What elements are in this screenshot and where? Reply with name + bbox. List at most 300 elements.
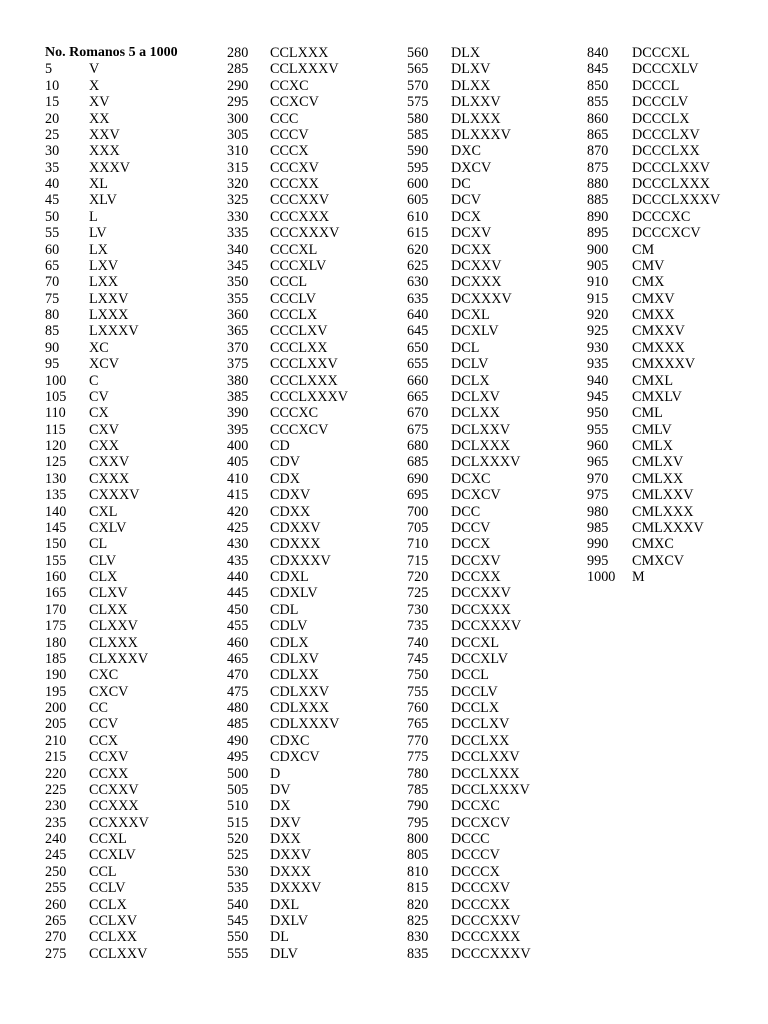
roman-numeral-cell: CMLX: [632, 438, 673, 454]
roman-numeral-cell: DCXXV: [451, 257, 502, 274]
number-cell: 560: [407, 45, 429, 61]
table-row: [45, 847, 178, 863]
number-cell: 965: [587, 454, 609, 471]
number-cell: 700: [407, 503, 429, 520]
number-cell: 870: [587, 143, 609, 160]
number-cell: 290: [227, 77, 249, 94]
roman-numeral-cell: DCLXV: [451, 388, 500, 405]
roman-numeral-cell: DCCCXV: [451, 880, 511, 897]
number-cell: 785: [407, 781, 429, 798]
number-cell: 305: [227, 126, 249, 143]
roman-numeral-cell: DCLV: [451, 356, 489, 373]
number-cell: 690: [407, 470, 429, 487]
table-row: [45, 487, 178, 503]
table-row: [45, 323, 178, 339]
roman-numeral-cell: DCLXXXV: [451, 454, 521, 471]
number-cell: 945: [587, 388, 609, 405]
roman-numeral-cell: DCCCXLV: [632, 61, 699, 78]
number-cell: 465: [227, 650, 249, 667]
number-cell: 135: [45, 487, 67, 504]
number-cell: 815: [407, 880, 429, 897]
number-cell: 75: [45, 290, 60, 307]
roman-numeral-cell: CLXXV: [89, 618, 138, 635]
number-cell: 530: [227, 863, 249, 880]
number-cell: 910: [587, 274, 609, 291]
roman-numeral-cell: XCV: [89, 356, 119, 373]
roman-numeral-cell: DCCCX: [451, 863, 500, 880]
roman-numeral-cell: DCCCLX: [632, 110, 690, 127]
roman-numeral-cell: CCCXL: [270, 241, 318, 258]
number-cell: 665: [407, 388, 429, 405]
roman-numeral-cell: DCCXCV: [451, 814, 511, 831]
roman-numeral-cell: CMXX: [632, 307, 675, 323]
roman-numeral-cell: CXLV: [89, 519, 127, 536]
roman-numeral-cell: DCCCXCV: [632, 225, 701, 242]
number-cell: 790: [407, 798, 429, 815]
number-cell: 280: [227, 45, 249, 61]
roman-numeral-cell: XL: [89, 176, 108, 192]
roman-numeral-cell: DCCCL: [632, 77, 680, 94]
roman-numeral-cell: LXXX: [89, 307, 129, 323]
roman-numeral-cell: DCC: [451, 503, 481, 520]
table-row: [45, 585, 178, 601]
number-cell: 360: [227, 307, 249, 323]
roman-numeral-cell: CCXV: [89, 749, 129, 766]
roman-numeral-cell: CDXCV: [270, 749, 320, 766]
roman-numeral-cell: XC: [89, 339, 109, 356]
roman-numeral-cell: DLX: [451, 45, 481, 61]
roman-numeral-cell: DCLXXX: [451, 438, 511, 454]
number-cell: 70: [45, 274, 60, 291]
roman-numeral-cell: DCXV: [451, 225, 492, 242]
roman-numeral-cell: CDLX: [270, 634, 309, 651]
number-cell: 645: [407, 323, 429, 340]
number-cell: 225: [45, 781, 67, 798]
number-cell: 920: [587, 307, 609, 323]
number-cell: 900: [587, 241, 609, 258]
table-row: [45, 111, 178, 127]
number-cell: 505: [227, 781, 249, 798]
number-cell: 745: [407, 650, 429, 667]
roman-numeral-cell: CCXXXV: [89, 814, 149, 831]
number-cell: 635: [407, 290, 429, 307]
number-cell: 570: [407, 77, 429, 94]
number-cell: 240: [45, 831, 67, 847]
table-row: [45, 340, 178, 356]
table-row: [45, 520, 178, 536]
number-cell: 590: [407, 143, 429, 160]
number-cell: 885: [587, 192, 609, 209]
roman-numeral-cell: XXV: [89, 126, 120, 143]
roman-numeral-cell: DCCV: [451, 519, 491, 536]
number-cell: 740: [407, 634, 429, 651]
number-cell: 255: [45, 880, 67, 897]
roman-numeral-cell: XXX: [89, 143, 120, 160]
number-cell: 730: [407, 601, 429, 618]
number-cell: 905: [587, 257, 609, 274]
number-cell: 625: [407, 257, 429, 274]
roman-numeral-cell: CCCXX: [270, 176, 319, 192]
number-cell: 340: [227, 241, 249, 258]
number-cell: 400: [227, 438, 249, 454]
table-row: [45, 94, 178, 110]
roman-numeral-cell: DCXCV: [451, 487, 501, 504]
roman-numeral-cell: CLXXXV: [89, 650, 149, 667]
number-cell: 970: [587, 470, 609, 487]
number-cell: 125: [45, 454, 67, 471]
number-cell: 930: [587, 339, 609, 356]
roman-numeral-cell: DCCCLXXV: [632, 159, 711, 176]
number-cell: 20: [45, 110, 60, 127]
number-cell: 25: [45, 126, 60, 143]
roman-numeral-cell: CXXXV: [89, 487, 140, 504]
table-row: [45, 209, 178, 225]
roman-numeral-cell: CLXXX: [89, 634, 138, 651]
number-cell: 660: [407, 372, 429, 389]
table-row: [45, 602, 178, 618]
number-cell: 705: [407, 519, 429, 536]
roman-numeral-cell: X: [89, 77, 100, 94]
roman-numeral-cell: V: [89, 61, 100, 78]
table-row: [45, 733, 178, 749]
number-cell: 330: [227, 208, 249, 225]
number-cell: 160: [45, 569, 67, 585]
number-cell: 880: [587, 176, 609, 192]
number-cell: 440: [227, 569, 249, 585]
roman-numeral-cell: DX: [270, 798, 291, 815]
number-cell: 425: [227, 519, 249, 536]
roman-numeral-cell: CMLXXX: [632, 503, 694, 520]
roman-numeral-cell: CXCV: [89, 683, 129, 700]
roman-numeral-cell: CCX: [89, 732, 119, 749]
roman-numeral-cell: DCCC: [451, 831, 490, 847]
roman-numeral-cell: DCCLV: [451, 683, 498, 700]
number-cell: 65: [45, 257, 60, 274]
number-cell: 165: [45, 585, 67, 602]
number-cell: 355: [227, 290, 249, 307]
number-cell: 420: [227, 503, 249, 520]
roman-numeral-cell: CCCLXXX: [270, 372, 338, 389]
number-cell: 605: [407, 192, 429, 209]
roman-numeral-cell: DCCXL: [451, 634, 500, 651]
roman-numeral-cell: CCCLXV: [270, 323, 328, 340]
roman-numeral-cell: DXCV: [451, 159, 492, 176]
number-cell: 825: [407, 912, 429, 929]
roman-numeral-cell: CMXLV: [632, 388, 682, 405]
number-cell: 805: [407, 847, 429, 864]
number-cell: 670: [407, 405, 429, 422]
number-cell: 10: [45, 77, 60, 94]
roman-numeral-cell: CDXXXV: [270, 552, 331, 569]
roman-numeral-cell: CCXXX: [89, 798, 139, 815]
roman-numeral-cell: LXXV: [89, 290, 129, 307]
table-row: [45, 929, 178, 945]
table-row: [45, 635, 178, 651]
roman-numeral-cell: CMV: [632, 257, 665, 274]
roman-numeral-cell: DCCXX: [451, 569, 501, 585]
roman-numeral-cell: DCCXV: [451, 552, 501, 569]
roman-numeral-cell: DCV: [451, 192, 481, 209]
roman-numeral-cell: DCX: [451, 208, 481, 225]
roman-numeral-cell: DCCXXV: [451, 585, 511, 602]
number-cell: 675: [407, 421, 429, 438]
number-cell: 840: [587, 45, 609, 61]
roman-numeral-cell: CCCXXXV: [270, 225, 340, 242]
number-cell: 850: [587, 77, 609, 94]
roman-numeral-cell: LXXXV: [89, 323, 139, 340]
roman-numeral-cell: DCCL: [451, 667, 489, 684]
roman-numeral-cell: L: [89, 208, 98, 225]
roman-numeral-cell: XLV: [89, 192, 117, 209]
number-cell: 395: [227, 421, 249, 438]
number-cell: 275: [45, 945, 67, 962]
number-cell: 585: [407, 126, 429, 143]
number-cell: 760: [407, 700, 429, 716]
number-cell: 975: [587, 487, 609, 504]
roman-numeral-cell: CMX: [632, 274, 665, 291]
table-row: [45, 864, 178, 880]
roman-numeral-cell: XV: [89, 94, 110, 111]
number-cell: 620: [407, 241, 429, 258]
table-row: [45, 946, 178, 962]
roman-numeral-cell: CDLV: [270, 618, 308, 635]
roman-numeral-cell: CCLXXX: [270, 45, 329, 61]
number-cell: 695: [407, 487, 429, 504]
number-cell: 105: [45, 388, 67, 405]
number-cell: 940: [587, 372, 609, 389]
table-row: [45, 143, 178, 159]
number-cell: 435: [227, 552, 249, 569]
number-cell: 890: [587, 208, 609, 225]
roman-numeral-cell: CCXLV: [89, 847, 136, 864]
table-row: [45, 651, 178, 667]
table-row: [45, 880, 178, 896]
roman-numeral-cell: CC: [89, 700, 108, 716]
table-row: [45, 897, 178, 913]
number-cell: 725: [407, 585, 429, 602]
table-row: [45, 569, 178, 585]
roman-numeral-cell: CCLXX: [89, 929, 138, 946]
number-cell: 295: [227, 94, 249, 111]
roman-numeral-cell: DL: [270, 929, 289, 946]
roman-numeral-cell: DLXXX: [451, 110, 501, 127]
roman-numeral-cell: CDLXXXV: [270, 716, 340, 733]
roman-numeral-cell: DXL: [270, 896, 300, 913]
roman-numeral-cell: CCL: [89, 863, 117, 880]
roman-numeral-cell: CCCXCV: [270, 421, 329, 438]
number-cell: 85: [45, 323, 60, 340]
roman-numeral-cell: CDLXXX: [270, 700, 330, 716]
roman-numeral-cell: CCXL: [89, 831, 127, 847]
table-row: [45, 798, 178, 814]
number-cell: 405: [227, 454, 249, 471]
table-row: [45, 454, 178, 470]
table-row: [45, 291, 178, 307]
table-row: [45, 242, 178, 258]
number-cell: 495: [227, 749, 249, 766]
number-cell: 250: [45, 863, 67, 880]
number-cell: 615: [407, 225, 429, 242]
number-cell: 485: [227, 716, 249, 733]
roman-numeral-cell: CCCV: [270, 126, 309, 143]
roman-numeral-cell: DCCCLXXX: [632, 176, 711, 192]
number-cell: 950: [587, 405, 609, 422]
roman-numeral-cell: CXC: [89, 667, 119, 684]
roman-numeral-cell: CCXXV: [89, 781, 139, 798]
number-cell: 100: [45, 372, 67, 389]
roman-numeral-cell: CCCXV: [270, 159, 319, 176]
roman-numeral-cell: DCCLXXX: [451, 765, 520, 782]
roman-numeral-cell: CMLXX: [632, 470, 684, 487]
roman-numeral-cell: CCLXXXV: [270, 61, 339, 78]
number-cell: 935: [587, 356, 609, 373]
table-row: [45, 553, 178, 569]
roman-numeral-cell: CCCXXV: [270, 192, 330, 209]
number-cell: 715: [407, 552, 429, 569]
number-cell: 990: [587, 536, 609, 553]
roman-numeral-cell: CCXX: [89, 765, 129, 782]
roman-numeral-cell: CMXC: [632, 536, 674, 553]
table-row: [45, 422, 178, 438]
number-cell: 15: [45, 94, 60, 111]
roman-numeral-cell: DCCCXXV: [451, 912, 521, 929]
roman-numeral-cell: DCLX: [451, 372, 490, 389]
table-row: [45, 61, 178, 77]
table-row: [45, 815, 178, 831]
table-row: [45, 782, 178, 798]
roman-numeral-cell: CMLV: [632, 421, 672, 438]
number-cell: 750: [407, 667, 429, 684]
number-cell: 130: [45, 470, 67, 487]
number-cell: 155: [45, 552, 67, 569]
number-cell: 610: [407, 208, 429, 225]
number-cell: 480: [227, 700, 249, 716]
roman-numeral-cell: CMLXXV: [632, 487, 694, 504]
number-cell: 535: [227, 880, 249, 897]
number-cell: 835: [407, 945, 429, 962]
table-row: [45, 274, 178, 290]
roman-numeral-cell: CD: [270, 438, 290, 454]
number-cell: 185: [45, 650, 67, 667]
roman-numeral-cell: DXXXV: [270, 880, 322, 897]
number-cell: 220: [45, 765, 67, 782]
roman-numeral-cell: DCCCXXX: [451, 929, 521, 946]
number-cell: 500: [227, 765, 249, 782]
number-cell: 35: [45, 159, 60, 176]
number-cell: 860: [587, 110, 609, 127]
number-cell: 210: [45, 732, 67, 749]
roman-numeral-cell: CCLXXV: [89, 945, 148, 962]
number-cell: 650: [407, 339, 429, 356]
number-cell: 390: [227, 405, 249, 422]
number-cell: 875: [587, 159, 609, 176]
roman-numeral-cell: DV: [270, 781, 291, 798]
roman-numeral-cell: C: [89, 372, 99, 389]
roman-numeral-cell: CCCLXX: [270, 339, 328, 356]
number-cell: 995: [587, 552, 609, 569]
number-cell: 455: [227, 618, 249, 635]
number-cell: 800: [407, 831, 429, 847]
number-cell: 200: [45, 700, 67, 716]
roman-numeral-cell: CDX: [270, 470, 300, 487]
roman-numeral-cell: CCCLXXXV: [270, 388, 349, 405]
number-cell: 915: [587, 290, 609, 307]
roman-numeral-cell: CMXV: [632, 290, 675, 307]
roman-numeral-cell: CLV: [89, 552, 117, 569]
roman-numeral-cell: DCCLXXV: [451, 749, 520, 766]
roman-numeral-cell: CXXX: [89, 470, 130, 487]
number-cell: 270: [45, 929, 67, 946]
roman-numeral-cell: DXLV: [270, 912, 309, 929]
roman-numeral-cell: DXXV: [270, 847, 311, 864]
roman-numeral-cell: CCV: [89, 716, 119, 733]
number-cell: 445: [227, 585, 249, 602]
roman-numeral-cell: CL: [89, 536, 108, 553]
roman-numeral-cell: CDV: [270, 454, 300, 471]
roman-numeral-cell: DCCCLXXXV: [632, 192, 721, 209]
number-cell: 55: [45, 225, 60, 242]
number-cell: 40: [45, 176, 60, 192]
number-cell: 5: [45, 61, 53, 78]
number-cell: 380: [227, 372, 249, 389]
roman-numeral-cell: DCCCXL: [632, 45, 690, 61]
roman-numeral-cell: DCCXXXV: [451, 618, 522, 635]
roman-numeral-cell: LXX: [89, 274, 119, 291]
number-cell: 765: [407, 716, 429, 733]
number-cell: 180: [45, 634, 67, 651]
table-row: [45, 127, 178, 143]
number-cell: 710: [407, 536, 429, 553]
number-cell: 640: [407, 307, 429, 323]
roman-numeral-cell: CDXXX: [270, 536, 321, 553]
number-cell: 115: [45, 421, 66, 438]
roman-numeral-cell: CCCX: [270, 143, 309, 160]
roman-numeral-cell: CCCXC: [270, 405, 319, 422]
number-cell: 430: [227, 536, 249, 553]
number-cell: 770: [407, 732, 429, 749]
roman-numeral-cell: CLXV: [89, 585, 128, 602]
roman-numeral-cell: DLXX: [451, 77, 491, 94]
number-cell: 780: [407, 765, 429, 782]
roman-numeral-cell: DCXL: [451, 307, 490, 323]
roman-numeral-cell: DCCCLXV: [632, 126, 700, 143]
roman-numeral-cell: CDXV: [270, 487, 311, 504]
roman-numeral-cell: CCCXLV: [270, 257, 327, 274]
roman-numeral-cell: CX: [89, 405, 109, 422]
number-cell: 795: [407, 814, 429, 831]
roman-numeral-cell: DXXX: [270, 863, 311, 880]
roman-numeral-cell: CMXXV: [632, 323, 685, 340]
roman-numeral-cell: DCXX: [451, 241, 492, 258]
roman-numeral-cell: CCC: [270, 110, 299, 127]
roman-numeral-cell: CCCLX: [270, 307, 318, 323]
table-row: [45, 749, 178, 765]
number-cell: 320: [227, 176, 249, 192]
number-cell: 655: [407, 356, 429, 373]
number-cell: 985: [587, 519, 609, 536]
number-cell: 565: [407, 61, 429, 78]
number-cell: 1000: [587, 569, 616, 585]
number-cell: 555: [227, 945, 249, 962]
number-cell: 120: [45, 438, 67, 454]
roman-numeral-cell: CDL: [270, 601, 299, 618]
roman-numeral-cell: CXX: [89, 438, 119, 454]
roman-numeral-cell: DCCCXC: [632, 208, 691, 225]
number-cell: 45: [45, 192, 60, 209]
roman-numeral-cell: CMXL: [632, 372, 673, 389]
roman-numeral-cell: CXL: [89, 503, 118, 520]
number-cell: 175: [45, 618, 67, 635]
